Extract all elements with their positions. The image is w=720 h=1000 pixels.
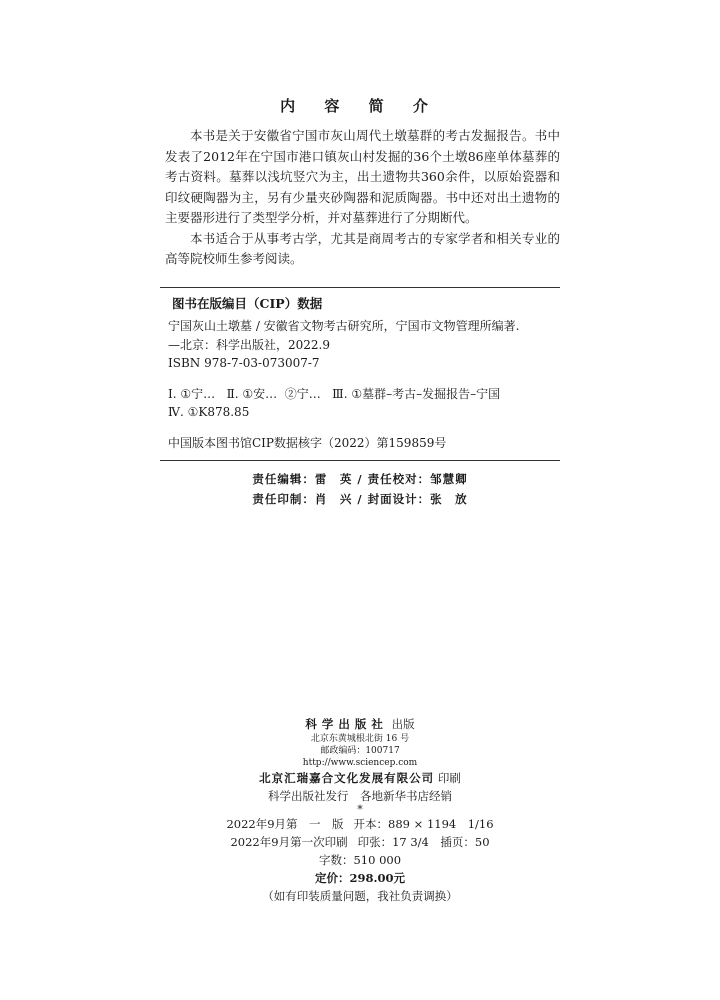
intro-paragraph-2: 本书适合于从事考古学，尤其是商周考古的专家学者和相关专业的高等院校师生参考阅读。 (165, 230, 560, 266)
printer-name: 北京汇瑞嘉合文化发展有限公司 (259, 771, 435, 785)
publisher-postcode: 邮政编码：100717 (320, 746, 400, 756)
printing-info: 2022年9月第一次印刷 (230, 835, 348, 849)
publisher-address: 北京东黄城根北街 16 号 (310, 734, 410, 744)
sheet-info: 印张：17 3/4 插页：50 (357, 835, 490, 849)
editorial-credits (0, 469, 720, 509)
cip-publisher-line: —北京：科学出版社，2022.9 (168, 337, 330, 352)
cip-bottom-rule (160, 460, 560, 461)
publisher-name: 科学出版社 (305, 717, 388, 731)
cip-subject-line: Ⅰ. ①宁… Ⅱ. ①安… ②宁… Ⅲ. ①墓群–考古–发掘报告–宁国 (168, 386, 501, 401)
word-count: 字数：510 000 (318, 853, 402, 867)
cip-heading: 图书在版编目（CIP）数据 (172, 296, 323, 311)
credits-line-production: 责任印制：肖 兴 / 封面设计：张 放 (252, 492, 468, 506)
format-info: 开本：889 × 1194 1/16 (353, 817, 494, 831)
cip-top-rule (160, 287, 560, 288)
cip-isbn-line: ISBN 978-7-03-073007-7 (168, 356, 320, 370)
edition-info: 2022年9月第 一 版 (226, 817, 344, 831)
credits-line-editor: 责任编辑：雷 英 / 责任校对：邹慧卿 (252, 472, 468, 486)
intro-text (165, 126, 560, 270)
imprint-block (0, 715, 720, 905)
publisher-suffix: 出版 (391, 717, 415, 731)
cip-record (168, 317, 560, 452)
distribution-line: 科学出版社发行 各地新华书店经销 (268, 789, 452, 803)
cip-title-line: 宁国灰山土墩墓 / 安徽省文物考古研究所，宁国市文物管理所编著. (168, 319, 520, 333)
printer-suffix: 印刷 (437, 771, 461, 785)
intro-title: 内 容 简 介 (280, 97, 440, 115)
separator-star: * (357, 803, 363, 816)
intro-paragraph-1: 本书是关于安徽省宁国市灰山周代土墩墓群的考古发掘报告。书中发表了2012年在宁国市港口镇灰山村发掘的36个土墩86座单体墓葬的考古资料。墓葬以浅坑竖穴为主，出土遗物共360余件，以原始瓷器和印纹硬陶器为主，另有少量夹砂陶器和泥质陶器。书中还对出土遗物的主要器形进行了类型学分析，并对墓葬进行了分期断代。 (165, 128, 560, 225)
cip-record-number: 中国版本图书馆CIP数据核字（2022）第159859号 (168, 435, 447, 450)
price: 定价：298.00元 (314, 871, 405, 885)
cip-classification-line: Ⅳ. ①K878.85 (168, 405, 250, 419)
quality-notice: （如有印装质量问题，我社负责调换） (262, 889, 458, 903)
publisher-website: http://www.sciencep.com (302, 758, 418, 768)
